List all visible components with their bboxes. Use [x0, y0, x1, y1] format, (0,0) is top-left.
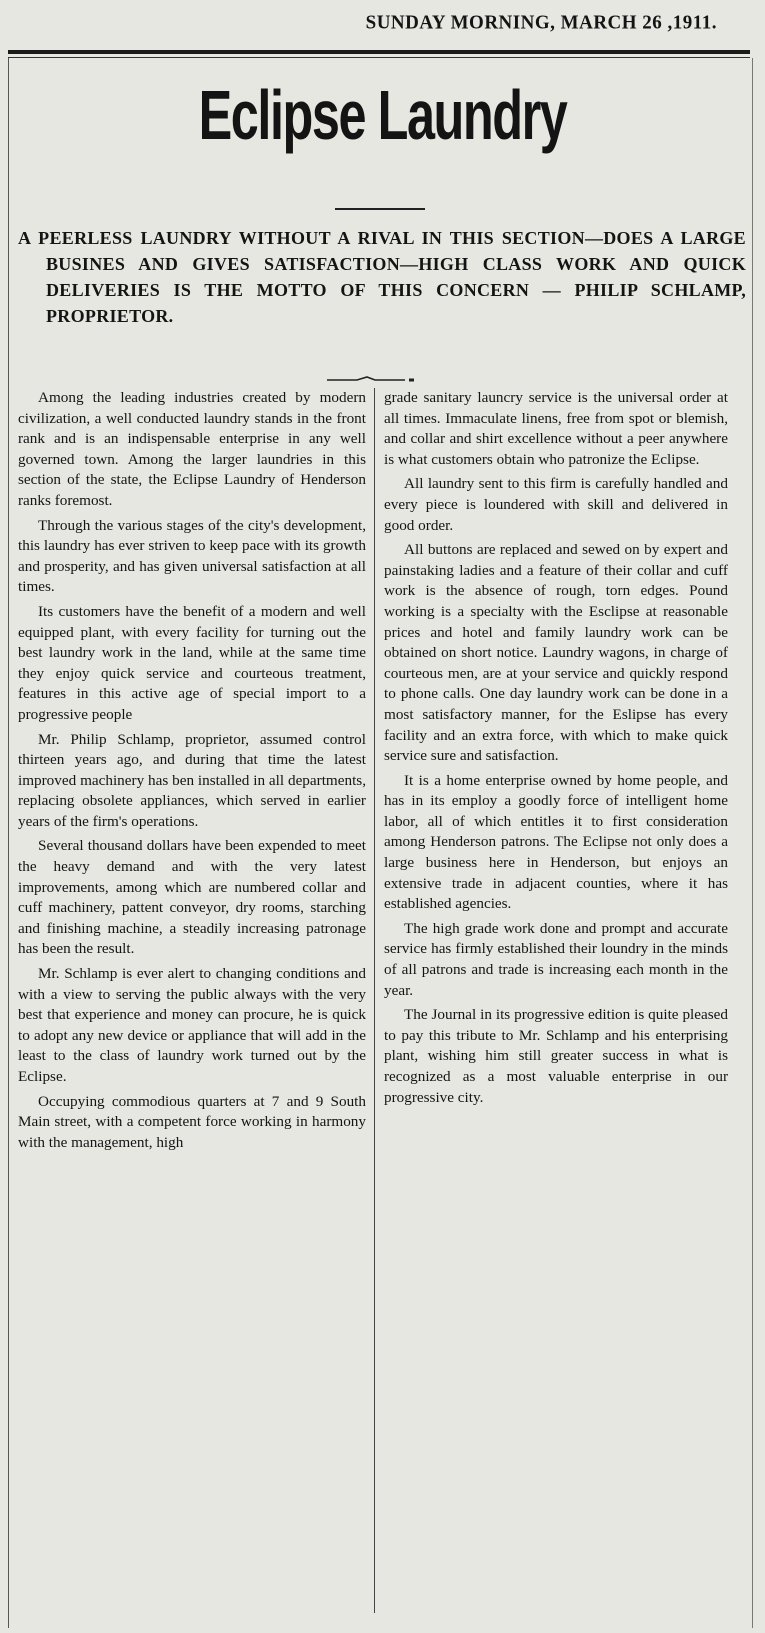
paragraph: Among the leading industries created by modern civilization, a well conducted laundry stands in the front rank and is an indispensable enterprise in any well governed town. Among the larger laundries in this section of the state, the Eclipse Laundry of Henderson ranks foremost. — [18, 389, 366, 509]
paragraph: The high grade work done and prompt and accurate service has firmly established their loundry in the minds of all patrons and trade is increasing each month in the year. — [384, 919, 728, 999]
masthead-rule-thin — [8, 57, 750, 58]
page-border-right — [752, 58, 753, 1628]
dash-ornament — [327, 376, 417, 384]
paragraph: Its customers have the benefit of a modern and well equipped plant, with every facility for turning out the best laundry work in the land, while at the same time they enjoy quick service and courteous treatment, features in this active age of special import to a progressive people — [18, 602, 366, 723]
article-deck: A PEERLESS LAUNDRY WITHOUT A RIVAL IN THIS SECTION—DOES A LARGE BUSINES AND GIVES SATISFACTION—HIGH CLASS WORK AND QUICK DELIVERIES IS THE MOTTO OF THIS CONCERN — PHILIP SCHLAMP, PROPRIETOR. — [18, 228, 746, 326]
masthead-rule — [8, 50, 750, 54]
paragraph: Occupying commodious quarters at 7 and 9 South Main street, with a competent force working in harmony with the management, high — [18, 1092, 366, 1151]
paragraph: The Journal in its progressive edition is quite pleased to pay this tribute to Mr. Schlamp and his enterprising plant, wishing him still greater success in what is recognized as a most valuable enterprise in our progressive city. — [384, 1006, 728, 1106]
page-border-left — [8, 58, 9, 1628]
paragraph: Several thousand dollars have been expended to meet the heavy demand and with the very latest improvements, among which are numbered collar and cuff machinery, pattent conveyor, dry rooms, starching and finishing machine, a steadily increasing patronage has been the result. — [18, 837, 366, 958]
column-divider — [374, 388, 375, 1613]
paragraph: Through the various stages of the city's development, this laundry has ever striven to keep pace with its growth and prosperity, and has given universal satisfaction at all times. — [18, 516, 366, 596]
paragraph: Mr. Schlamp is ever alert to changing conditions and with a view to serving the public always with the very best that experience and money can procure, he is quick to adopt any new device or appliance that will add in the least to the class of laundry work turned out by the Eclipse. — [18, 965, 366, 1085]
headline-rule — [335, 208, 425, 210]
paragraph: All laundry sent to this firm is carefully handled and every piece is loundered with skill and delivered in good order. — [384, 475, 728, 534]
paragraph: All buttons are replaced and sewed on by expert and painstaking ladies and a feature of their collar and cuff work is the absence of rough, torn edges. Pound working is a specialty with the Esclipse at reasonable prices and hotel and family laundry work can be obtained on short notice. Laundry wagons, in charge of courteous men, are at your service and quickly respond to phone calls. One day laundry work can be done in a most satisfactory manner, for the Eslipse has every facility and an extra force, with which to make quick service sure and satisfaction. — [384, 541, 728, 765]
article-headline: Eclipse Laundry — [198, 76, 567, 154]
paragraph: Mr. Philip Schlamp, proprietor, assumed control thirteen years ago, and during that time the latest improved machinery has ben installed in all departments, replacing obsolete appliances, which served in earlier years of the firm's operations. — [18, 730, 366, 830]
paragraph-continuation: grade sanitary launcry service is the universal order at all times. Immaculate linens, free from spot or blemish, and collar and shirt excellence without a peer anywhere is what customers obtain who patronize the Eclipse. — [384, 389, 728, 468]
article-column-left — [18, 388, 366, 1157]
dateline: SUNDAY MORNING, MARCH 26 ,1911. — [365, 11, 717, 34]
masthead — [0, 8, 765, 42]
paragraph: It is a home enterprise owned by home people, and has in its employ a goodly force of intelligent home labor, all of which entitles it to first consideration among Henderson patrons. The Eclipse not only does a large business here in Henderson, but enjoys an extensive trade in adjacent counties, where it has established agencies. — [384, 771, 728, 913]
article-column-right — [384, 388, 728, 1112]
